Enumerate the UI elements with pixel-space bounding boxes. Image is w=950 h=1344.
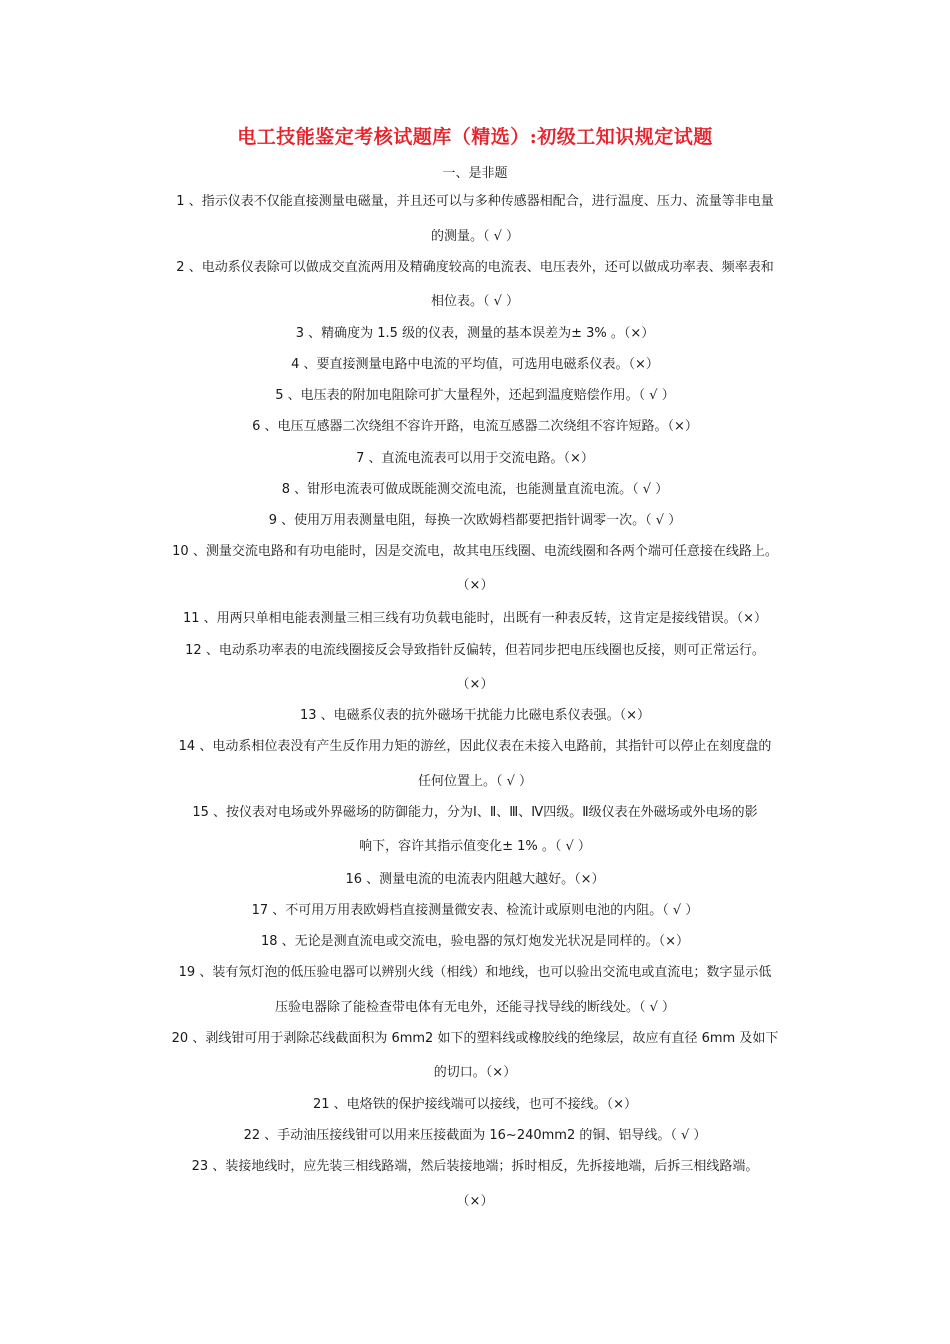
question-line: 1 、指示仪表不仅能直接测量电磁量，并且还可以与多种传感器相配合，进行温度、压力、流量等非电量: [176, 194, 774, 209]
question-line: 压验电器除了能检查带电体有无电外，还能寻找导线的断线处。（ √ ）: [274, 1000, 676, 1015]
question-line: 的测量。（ √ ）: [430, 229, 520, 244]
question-line: 任何位置上。（ √ ）: [417, 774, 533, 789]
question-line: （×）: [456, 677, 494, 692]
section-heading: 一、是非题: [442, 166, 508, 181]
question-line: 2 、电动系仪表除可以做成交直流两用及精确度较高的电流表、电压表外，还可以做成功率表、频率表和: [176, 260, 774, 275]
question-line: 18 、无论是测直流电或交流电，验电器的氖灯炮发光状况是同样的。（×）: [260, 934, 690, 949]
question-line: 响下，容许其指示值变化± 1% 。（ √ ）: [359, 839, 591, 854]
question-line: 8 、钳形电流表可做成既能测交流电流，也能测量直流电流。（ √ ）: [281, 482, 669, 497]
question-line: 14 、电动系相位表没有产生反作用力矩的游丝，因此仪表在未接入电路前，其指针可以停止在刻度盘的: [178, 739, 772, 754]
document-title: 电工技能鉴定考核试题库（精选）:初级工知识规定试题: [237, 126, 713, 148]
question-line: 23 、装接地线时，应先装三相线路端，然后装接地端；拆时相反，先拆接地端，后拆三相线路端。: [191, 1159, 759, 1174]
question-line: 10 、测量交流电路和有功电能时，因是交流电，故其电压线圈、电流线圈和各两个端可任意接在线路上。: [172, 544, 778, 559]
question-line: 15 、按仪表对电场或外界磁场的防御能力，分为Ⅰ、Ⅱ、Ⅲ、Ⅳ四级。Ⅱ级仪表在外磁场或外电场的影: [192, 805, 758, 820]
question-line: 12 、电动系功率表的电流线圈接反会导致指针反偏转，但若同步把电压线圈也反接，则可正常运行。: [185, 643, 765, 658]
question-line: 19 、装有氖灯泡的低压验电器可以辨别火线（相线）和地线，也可以验出交流电或直流电；数字显示低: [178, 965, 772, 980]
question-line: 相位表。（ √ ）: [430, 294, 520, 309]
question-line: 21 、电烙铁的保护接线端可以接线，也可不接线。（×）: [312, 1097, 638, 1112]
question-line: 20 、剥线钳可用于剥除芯线截面积为 6mm2 如下的塑料线或橡胶线的绝缘层，故应有直径 6mm 及如下: [171, 1031, 779, 1046]
question-line: 11 、用两只单相电能表测量三相三线有功负载电能时，出既有一种表反转，这肯定是接线错误。（×）: [182, 611, 768, 626]
question-line: （×）: [456, 1194, 494, 1209]
question-line: （×）: [456, 578, 494, 593]
question-line: 9 、使用万用表测量电阻，每换一次欧姆档都要把指针调零一次。（ √ ）: [268, 513, 682, 528]
question-line: 16 、测量电流的电流表内阻越大越好。（×）: [345, 872, 605, 887]
question-line: 3 、精确度为 1.5 级的仪表，测量的基本误差为± 3% 。（×）: [295, 326, 655, 341]
question-line: 5 、电压表的附加电阻除可扩大量程外，还起到温度赔偿作用。（ √ ）: [275, 388, 675, 403]
question-line: 6 、电压互感器二次绕组不容许开路，电流互感器二次绕组不容许短路。（×）: [252, 419, 698, 434]
question-line: 7 、直流电流表可以用于交流电路。（×）: [356, 451, 594, 466]
question-line: 的切口。（×）: [433, 1065, 517, 1080]
question-line: 17 、不可用万用表欧姆档直接测量微安表、检流计或原则电池的内阻。（ √ ）: [251, 903, 699, 918]
question-line: 22 、手动油压接线钳可以用来压接截面为 16~240mm2 的铜、铝导线。（ √ ）: [243, 1128, 707, 1143]
question-line: 4 、要直接测量电路中电流的平均值，可选用电磁系仪表。（×）: [291, 357, 659, 372]
question-line: 13 、电磁系仪表的抗外磁场干扰能力比磁电系仪表强。（×）: [299, 708, 651, 723]
